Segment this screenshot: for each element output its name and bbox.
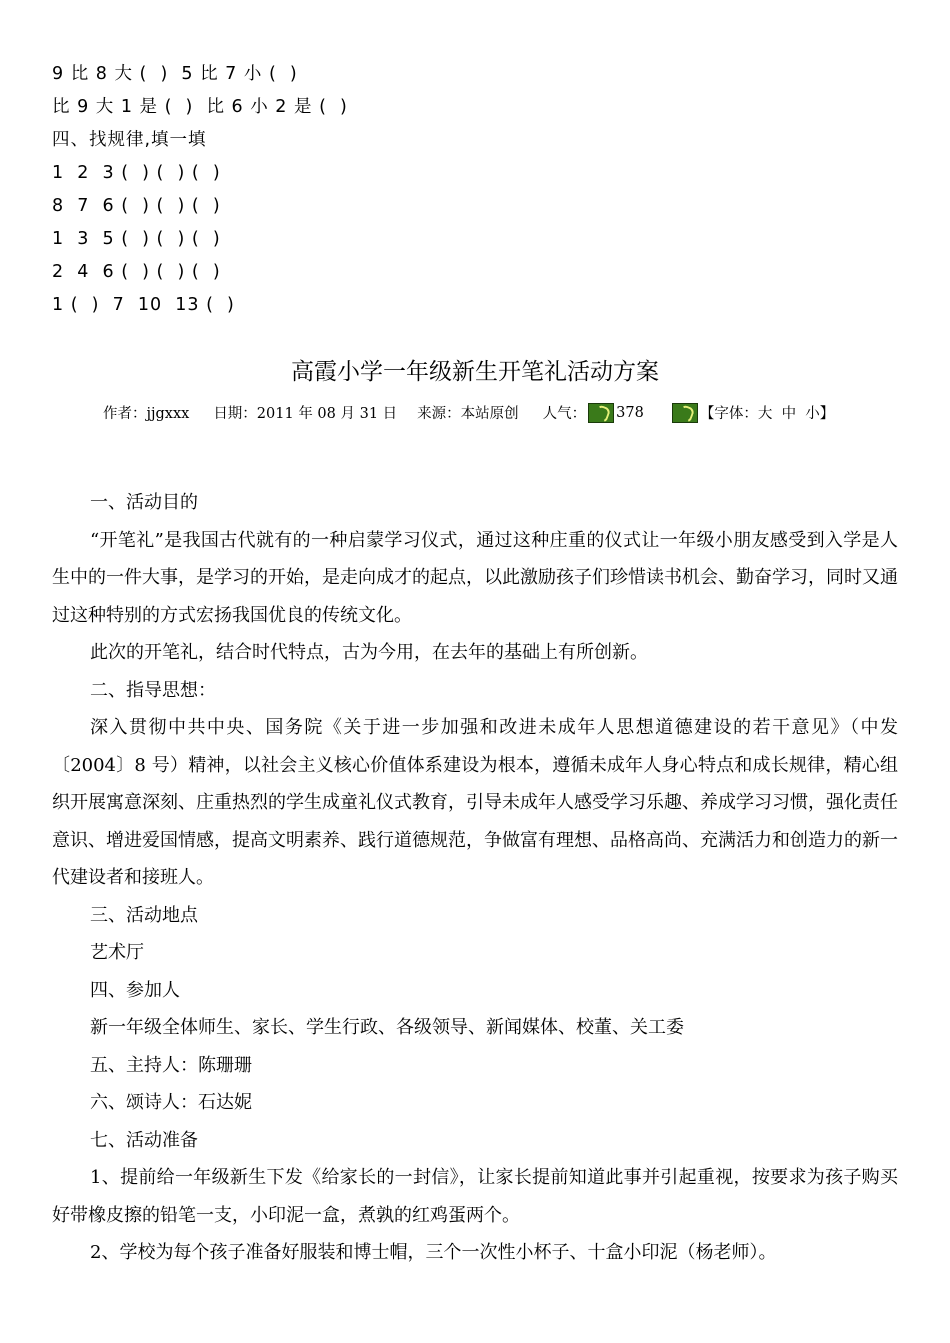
paragraph: 艺术厅 [90,942,144,963]
meta-popularity-label: 人气： [542,406,587,422]
paragraph: 深入贯彻中共中央、国务院《关于进一步加强和改进未成年人思想道德建设的若干意见》（中发〔2004〕8 号）精神，以社会主义核心价值体系建设为根本，遵循未成年人身心特点和成长规律，精心组织开展寓意深刻、庄重热烈的学生成童礼仪式教育，引导未成年人感受学习乐趣、养成学习习惯，强化责任意识、增进爱国情感，提高文明素养、践行道德规范，争做富有理想、品格高尚、充满活力和创造力的新一代建设者和接班人。 [52,717,898,888]
paragraph: 1、提前给一年级新生下发《给家长的一封信》，让家长提前知道此事并引起重视，按要求为孩子购买好带橡皮擦的铅笔一支，小印泥一盒，煮孰的红鸡蛋两个。 [52,1167,898,1226]
section-heading: 六、颂诗人：石达妮 [90,1092,252,1113]
section-heading: 四、参加人 [90,979,180,1001]
section-heading: 一、活动目的 [90,492,198,513]
meta-author: 作者：jjgxxx [103,406,190,422]
paragraph: “开笔礼”是我国古代就有的一种启蒙学习仪式，通过这种庄重的仪式让一年级小朋友感受到入学是人生中的一件大事，是学习的开始，是走向成才的起点，以此激励孩子们珍惜读书机会、勤奋学习，同时又通过这种特别的方式宏扬我国优良的传统文化。 [52,529,898,626]
math-exercises [52,58,348,322]
font-size-links[interactable]: 【字体：大 中 小】 [699,406,835,422]
section-heading: 三、活动地点 [90,904,198,926]
math-line: 8 7 6 ( ) ( ) ( ) [52,196,221,216]
math-section-heading: 四、找规律,填一填 [52,130,207,150]
meta-date: 日期：2011 年 08 月 31 日 [213,406,398,422]
math-line: 比 9 大 1 是 ( ) 比 6 小 2 是 ( ) [52,97,348,117]
math-line: 1 ( ) 7 10 13 ( ) [52,295,235,315]
section-heading: 五、主持人：陈珊珊 [90,1054,252,1076]
meta-popularity-count: 378 [616,404,644,421]
sound-icon[interactable] [672,403,698,423]
meta-source: 来源：本站原创 [417,406,519,422]
section-heading: 二、指导思想： [90,679,216,701]
sound-icon[interactable] [588,403,614,423]
article-body [52,484,898,1272]
math-line: 9 比 8 大 ( ) 5 比 7 小 ( ) [52,64,298,84]
article-meta [103,402,834,423]
section-heading: 七、活动准备 [90,1129,198,1151]
math-line: 2 4 6 ( ) ( ) ( ) [52,262,221,282]
paragraph: 2、学校为每个孩子准备好服装和博士帽，三个一次性小杯子、十盒小印泥（杨老师）。 [90,1242,777,1263]
math-line: 1 2 3 ( ) ( ) ( ) [52,163,221,183]
article-title: 高霞小学一年级新生开笔礼活动方案 [291,359,659,385]
paragraph: 新一年级全体师生、家长、学生行政、各级领导、新闻媒体、校董、关工委 [90,1017,684,1038]
math-line: 1 3 5 ( ) ( ) ( ) [52,229,221,249]
paragraph: 此次的开笔礼，结合时代特点，古为今用，在去年的基础上有所创新。 [90,642,648,663]
